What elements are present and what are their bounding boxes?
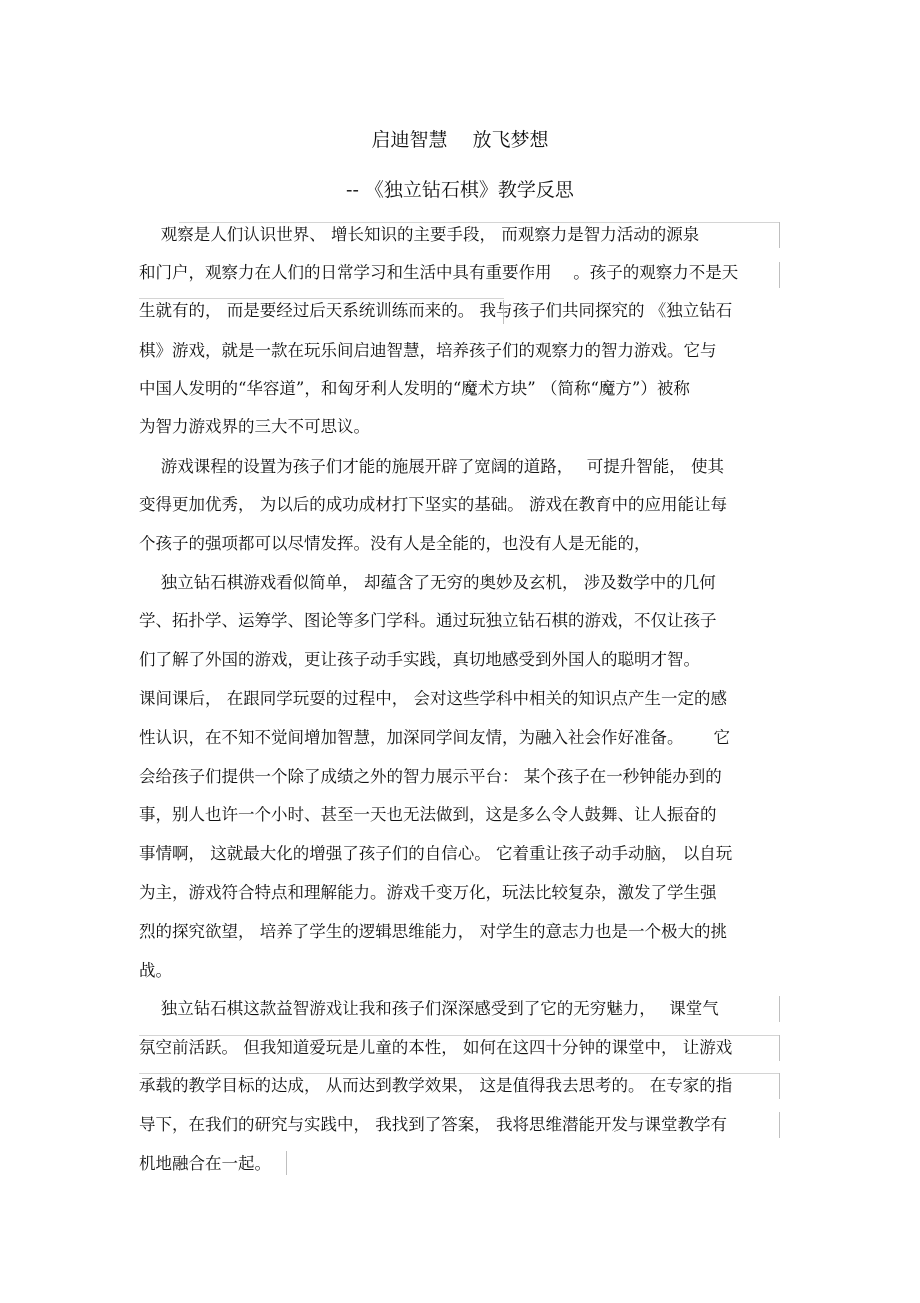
- text-line: 独立钻石棋游戏看似简单， 却蕴含了无穷的奥妙及玄机， 涉及数学中的几何: [139, 573, 716, 592]
- text-line: 生就有的， 而是要经过后天系统训练而来的。 我与孩子们共同探究的 《独立钻石: [139, 301, 733, 320]
- page-subtitle: -- 《独立钻石棋》教学反思: [346, 179, 574, 201]
- text-line: 事情啊， 这就最大化的增强了孩子们的自信心。 它着重让孩子动手动脑， 以自玩: [139, 844, 733, 863]
- text-line: 和门户，观察力在人们的日常学习和生活中具有重要作用 。孩子的观察力不是天: [139, 263, 739, 282]
- text-line: 变得更加优秀， 为以后的成功成材打下坚实的基础。 游戏在教育中的应用能让每: [139, 495, 727, 514]
- text-line: 独立钻石棋这款益智游戏让我和孩子们深深感受到了它的无穷魅力， 课堂气: [139, 999, 719, 1018]
- guide-line: [139, 1035, 780, 1036]
- text-line: 为智力游戏界的三大不可思议。: [139, 417, 370, 436]
- text-line: 性认识，在不知不觉间增加智慧，加深同学间友情，为融入社会作好准备。 它: [139, 728, 730, 747]
- guide-line: [779, 1112, 780, 1138]
- guide-line: [779, 222, 780, 248]
- guide-line: [179, 222, 779, 223]
- guide-line: [779, 1073, 780, 1099]
- text-line: 战。: [139, 961, 172, 980]
- text-line: 棋》游戏，就是一款在玩乐间启迪智慧，培养孩子们的观察力的智力游戏。它与: [139, 341, 717, 360]
- text-line: 机地融合在一起。: [139, 1154, 271, 1173]
- text-line: 观察是人们认识世界、 增长知识的主要手段， 而观察力是智力活动的源泉: [139, 225, 700, 244]
- text-line: 游戏课程的设置为孩子们才能的施展开辟了宽阔的道路， 可提升智能， 使其: [139, 457, 724, 476]
- text-line: 为主，游戏符合特点和理解能力。游戏千变万化，玩法比较复杂，激发了学生强: [139, 883, 717, 902]
- text-line: 们了解了外国的游戏，更让孩子动手实践，真切地感受到外国人的聪明才智。: [139, 650, 700, 669]
- guide-line: [139, 1073, 780, 1074]
- guide-line: [779, 1035, 780, 1061]
- text-line: 课间课后， 在跟同学玩耍的过程中， 会对这些学科中相关的知识点产生一定的感: [139, 689, 727, 708]
- guide-line: [139, 298, 504, 299]
- text-line: 中国人发明的“华容道”，和匈牙利人发明的“魔术方块” （简称“魔方”）被称: [139, 379, 690, 398]
- text-line: 个孩子的强项都可以尽情发挥。没有人是全能的，也没有人是无能的，: [139, 534, 651, 553]
- text-line: 烈的探究欲望， 培养了学生的逻辑思维能力， 对学生的意志力也是一个极大的挑: [139, 922, 727, 941]
- guide-line: [286, 1151, 287, 1175]
- text-line: 事，别人也许一个小时、甚至一天也无法做到，这是多么令人鼓舞、让人振奋的: [139, 805, 717, 824]
- text-line: 承载的教学目标的达成， 从而达到教学效果， 这是值得我去思考的。 在专家的指: [139, 1076, 733, 1095]
- guide-line: [779, 996, 780, 1022]
- guide-line: [779, 262, 780, 288]
- text-line: 会给孩子们提供一个除了成绩之外的智力展示平台： 某个孩子在一秒钟能办到的: [139, 767, 722, 786]
- text-line: 氛空前活跃。 但我知道爱玩是儿童的本性， 如何在这四十分钟的课堂中， 让游戏: [139, 1038, 733, 1057]
- guide-line: [503, 300, 504, 324]
- page-title: 启迪智慧 放飞梦想: [371, 129, 549, 151]
- text-line: 学、拓扑学、运筹学、图论等多门学科。通过玩独立钻石棋的游戏，不仅让孩子: [139, 611, 717, 630]
- text-line: 导下，在我们的研究与实践中， 我找到了答案， 我将思维潜能开发与课堂教学有: [139, 1115, 727, 1134]
